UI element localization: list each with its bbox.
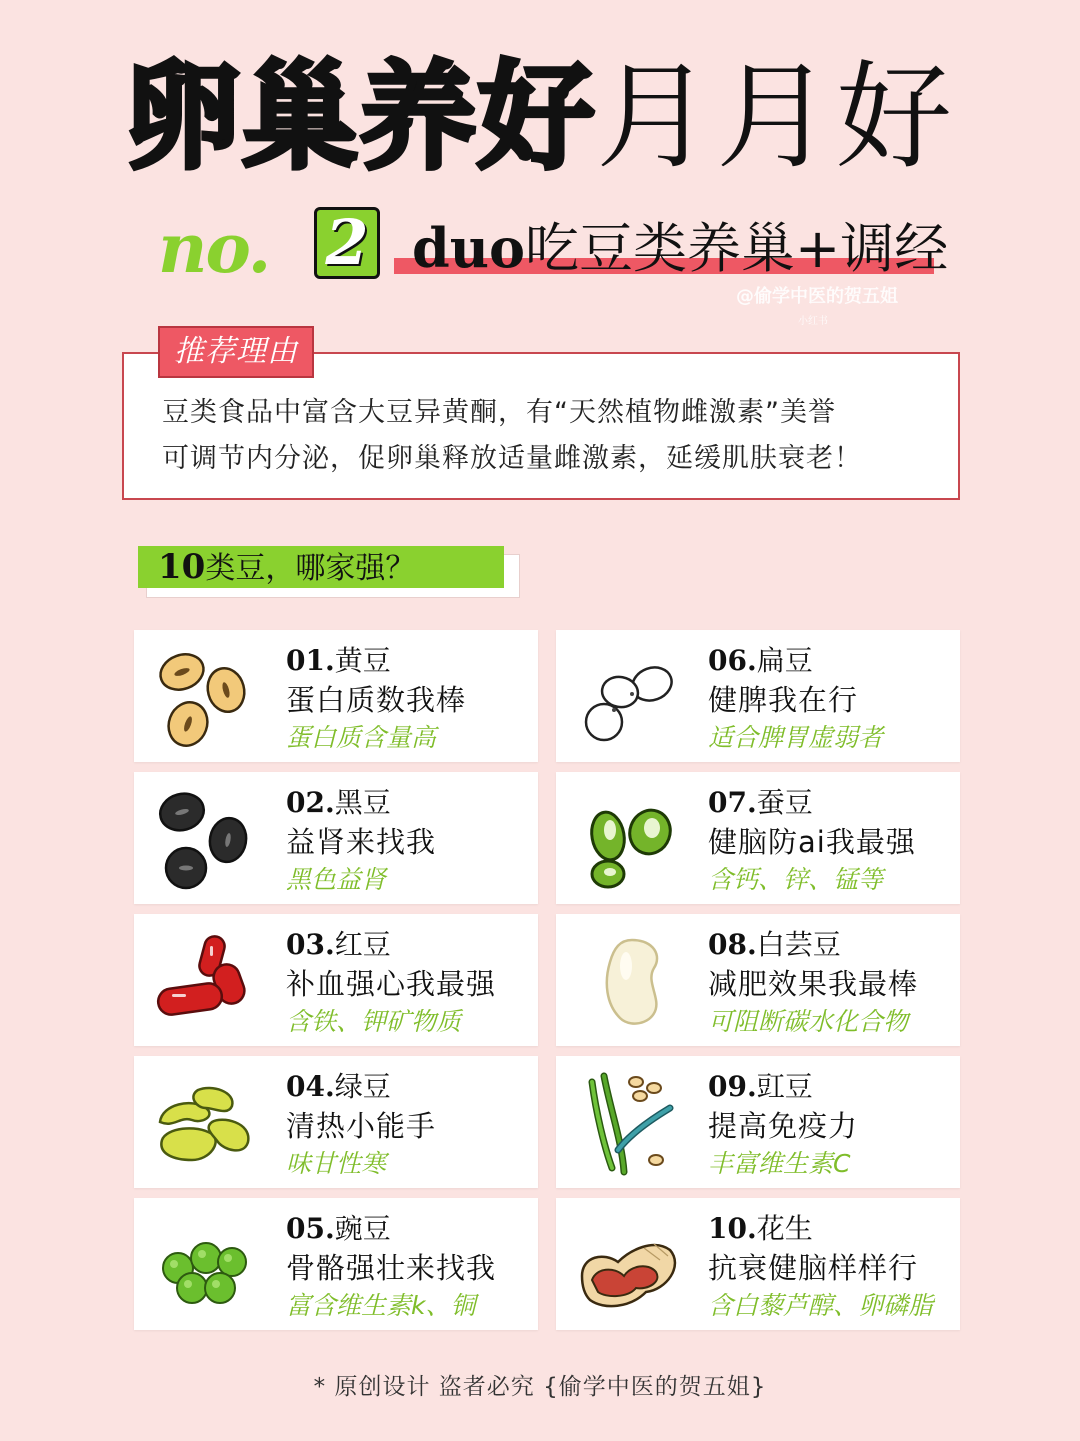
bean-slogan: 益肾来找我 xyxy=(286,825,437,859)
bean-note: 含铁、钾矿物质 xyxy=(286,1007,462,1036)
bean-title: 09.豇豆 xyxy=(708,1070,813,1103)
bean-title: 07.蚕豆 xyxy=(708,786,813,819)
footer-credit: * 原创设计 盗者必究 {偷学中医的贺五姐} xyxy=(313,1374,767,1400)
bean-note: 富含维生素k、铜 xyxy=(286,1291,476,1320)
bean-slogan: 减肥效果我最棒 xyxy=(708,967,919,1001)
bean-title: 02.黑豆 xyxy=(286,786,391,819)
reason-line-2: 可调节内分泌，促卵巢释放适量雌激素，延缓肌肤衰老！ xyxy=(162,443,862,474)
bean-slogan: 清热小能手 xyxy=(286,1109,437,1143)
cowpea-icon xyxy=(574,1068,678,1176)
peanut-icon xyxy=(574,1210,678,1318)
bean-card-09 xyxy=(556,1056,960,1188)
pea-icon xyxy=(152,1210,256,1318)
bean-note: 含白藜芦醇、卵磷脂 xyxy=(708,1291,934,1320)
issue-number-box: 2 xyxy=(314,207,380,279)
bean-title: 01.黄豆 xyxy=(286,644,391,677)
bean-slogan: 健脾我在行 xyxy=(708,683,859,717)
hyacinth-bean-icon xyxy=(574,642,678,750)
bean-card-08 xyxy=(556,914,960,1046)
black-bean-icon xyxy=(152,784,256,892)
title-thin: 月月好 xyxy=(596,50,956,185)
broad-bean-icon xyxy=(574,784,678,892)
headline-text: 吃豆类养巢+调经 xyxy=(525,217,949,280)
bean-card-07 xyxy=(556,772,960,904)
section-text: 类豆，哪家强？ xyxy=(205,551,416,586)
reason-tag: 推荐理由 xyxy=(158,326,314,378)
bean-note: 适合脾胃虚弱者 xyxy=(708,723,884,752)
bean-title: 05.豌豆 xyxy=(286,1212,391,1245)
bean-card-10 xyxy=(556,1198,960,1330)
soybean-icon xyxy=(152,642,256,750)
bean-card-06 xyxy=(556,630,960,762)
bean-card-05 xyxy=(134,1198,538,1330)
bean-note: 可阻断碳水化合物 xyxy=(708,1007,909,1036)
headline-prefix: duo xyxy=(412,216,526,280)
title-bold: 卵巢养好 xyxy=(124,50,596,185)
bean-card-04 xyxy=(134,1056,538,1188)
bean-slogan: 健脑防ai我最强 xyxy=(708,825,916,859)
white-kidney-bean-icon xyxy=(574,926,678,1034)
bean-note: 蛋白质含量高 xyxy=(286,723,437,752)
bean-slogan: 蛋白质数我棒 xyxy=(286,683,467,717)
bean-note: 丰富维生素C xyxy=(708,1149,851,1178)
bean-slogan: 提高免疫力 xyxy=(708,1109,859,1143)
bean-card-03 xyxy=(134,914,538,1046)
mung-bean-icon xyxy=(152,1068,256,1176)
bean-title: 03.红豆 xyxy=(286,928,391,961)
red-bean-icon xyxy=(152,926,256,1034)
bean-card-01 xyxy=(134,630,538,762)
section-number: 10 xyxy=(158,547,206,587)
bean-note: 味甘性寒 xyxy=(286,1149,387,1178)
reason-line-1: 豆类食品中富含大豆异黄酮，有“天然植物雌激素”美誉 xyxy=(162,397,836,428)
bean-slogan: 骨骼强壮来找我 xyxy=(286,1251,497,1285)
bean-title: 08.白芸豆 xyxy=(708,928,841,961)
bean-title: 04.绿豆 xyxy=(286,1070,391,1103)
bean-slogan: 补血强心我最强 xyxy=(286,967,497,1001)
watermark-sub: 小红书 xyxy=(798,316,828,327)
watermark: @偷学中医的贺五姐 xyxy=(736,286,898,307)
bean-slogan: 抗衰健脑样样行 xyxy=(708,1251,919,1285)
section-heading xyxy=(138,546,504,588)
bean-card-02 xyxy=(134,772,538,904)
bean-title: 06.扁豆 xyxy=(708,644,813,677)
bean-note: 黑色益肾 xyxy=(286,865,387,894)
page-title xyxy=(0,48,1080,188)
reason-text xyxy=(162,390,932,482)
issue-prefix: no. xyxy=(158,209,270,289)
headline xyxy=(412,206,948,283)
bean-title: 10.花生 xyxy=(708,1212,813,1245)
bean-note: 含钙、锌、锰等 xyxy=(708,865,884,894)
